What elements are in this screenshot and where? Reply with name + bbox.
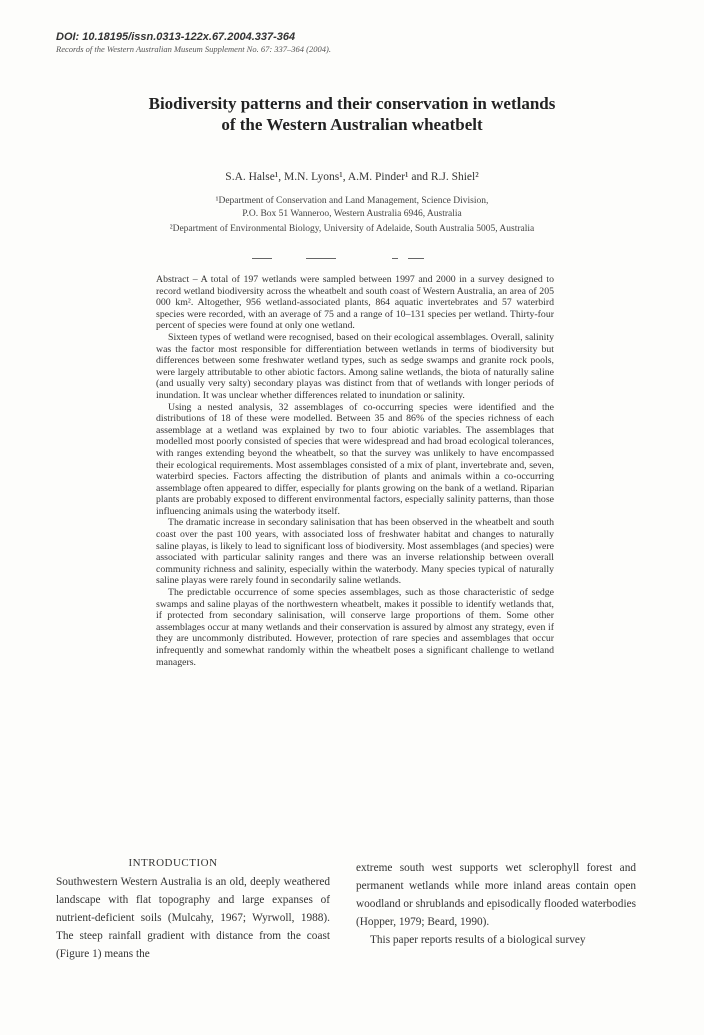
introduction-right-paragraph-2: This paper reports results of a biological survey [370, 934, 586, 946]
article-title [60, 93, 644, 135]
abstract-paragraph-5: The predictable occurrence of some species assemblages, such as those characteristic of sedge swamps and saline playas of the northwestern wheatbelt, makes it possible to identify wetlands that, if protected from secondary salinisation, will conserve large proportions of them. Some other assemblages occur at many wetlands and their conservation is assured by almost any strategy, even if they are uncommonly distributed. However, protection of rare species and assemblages that occur infrequently and somewhat randomly within the wheatbelt poses a significant challenge to wetland managers. [156, 587, 554, 668]
introduction-heading: INTRODUCTION [128, 857, 218, 869]
author-list: S.A. Halse¹, M.N. Lyons¹, A.M. Pinder¹ and R.J. Shiel² [225, 171, 479, 183]
journal-reference: Records of the Western Australian Museum Supplement No. 67: 337–364 (2004). [56, 44, 331, 54]
affiliation-1-line-2: P.O. Box 51 Wanneroo, Western Australia 6946, Australia [242, 209, 462, 219]
introduction-right-column [356, 859, 636, 949]
title-line-2: of the Western Australian wheatbelt [221, 115, 483, 134]
separator-rule-1 [252, 258, 272, 259]
affiliation-1-line-1: ¹Department of Conservation and Land Management, Science Division, [215, 196, 489, 206]
separator-rule-2 [306, 258, 336, 259]
abstract-paragraph-3: Using a nested analysis, 32 assemblages of co-occurring species were identified and the distributions of 18 of these were modelled. Between 35 and 86% of the species richness of each assemblage at a wetland was explained by two to four abiotic variables. The assemblages that modelled most poorly consisted of species that were widespread and had broad ecological tolerances, with ranges extending beyond the wheatbelt, so that the survey was unlikely to have encompassed their ecological requirements. Most assemblages consisted of a mix of plant, invertebrate and, seven, waterbird species. Factors affecting the distribution of plants and animals within a co-occurring assemblage often appeared to differ, especially for plants growing on the bank of a wetland. Riparian plants are probably exposed to different environmental factors, especially salinity patterns, than those influencing animals using the waterbody itself. [156, 401, 554, 517]
affiliation-2: ²Department of Environmental Biology, University of Adelaide, South Australia 5005, Australia [169, 224, 535, 234]
abstract [156, 274, 554, 668]
separator-rule-4 [408, 258, 424, 259]
separator-rule-3 [392, 258, 398, 259]
introduction-right-paragraph-1: extreme south west supports wet sclerophyll forest and permanent wetlands while more inland areas contain open woodland or shrublands and episodically flooded waterbodies (Hopper, 1979; Beard, 1990). [356, 862, 636, 928]
doi-line: DOI: 10.18195/issn.0313-122x.67.2004.337-364 [56, 31, 296, 43]
introduction-left-column [56, 873, 330, 963]
abstract-paragraph-4: The dramatic increase in secondary salinisation that has been observed in the wheatbelt and south coast over the past 100 years, with associated loss of freshwater habitat and changes to naturally saline playas, is likely to lead to significant loss of biodiversity. Most assemblages (and species) were associated with particular salinity ranges and there was an inverse relationship between overall community richness and salinity, especially within the waterbody. Many species typical of naturally saline playas were rarely found in secondarily saline wetlands. [156, 517, 554, 587]
abstract-paragraph-2: Sixteen types of wetland were recognised, based on their ecological assemblages. Overall, salinity was the factor most responsible for differentiation between wetlands in terms of biodiversity but differences between some freshwater wetland types, such as sedge swamps and granite rock pools, were largely attributable to other abiotic factors. Among saline wetlands, the biota of naturally saline (and usually very salty) secondary playas was distinct from that of wetlands with longer periods of inundation. It was unclear whether differences related to inundation or salinity. [156, 331, 554, 401]
abstract-paragraph-1: Abstract – A total of 197 wetlands were sampled between 1997 and 2000 in a survey designed to record wetland biodiversity across the wheatbelt and south coast of Western Australia, an area of 205 000 km². Altogether, 956 wetland-associated plants, 864 aquatic invertebrates and 57 waterbird species were recorded, with an average of 75 and a range of 10–131 species per wetland. Thirty-four percent of species were found at only one wetland. [156, 274, 554, 332]
title-line-1: Biodiversity patterns and their conservation in wetlands [148, 94, 556, 113]
introduction-left-paragraph: Southwestern Western Australia is an old, deeply weathered landscape with flat topography and large expanses of nutrient-deficient soils (Mulcahy, 1967; Wyrwoll, 1988). The steep rainfall gradient with distance from the coast (Figure 1) means the [56, 876, 330, 960]
